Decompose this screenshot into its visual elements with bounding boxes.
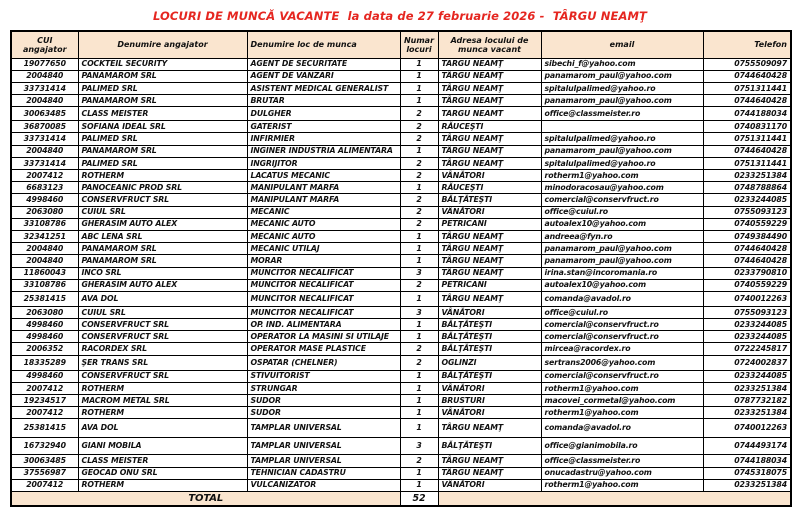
- cell-employer: CONSERVFRUCT SRL: [78, 194, 247, 206]
- cell-address: RĂUCEŞTI: [438, 121, 541, 133]
- cell-employer: CLASS MEISTER: [78, 107, 247, 121]
- cell-count: 2: [400, 121, 438, 133]
- cell-job: AGENT DE SECURITATE: [247, 58, 400, 70]
- cell-employer: PALIMED SRL: [78, 157, 247, 169]
- cell-address: BĂLŢĂTEŞTI: [438, 331, 541, 343]
- cell-job: MUNCITOR NECALIFICAT: [247, 306, 400, 318]
- cell-email: sibechi_f@yahoo.com: [541, 58, 703, 70]
- page-title: LOCURI DE MUNCĂ VACANTE la data de 27 februarie 2026 - TÂRGU NEAMŢ: [153, 9, 647, 23]
- table-row: [11, 419, 791, 438]
- cell-email: rotherm1@yahoo.com: [541, 479, 703, 491]
- cell-cui: 2006352: [11, 343, 78, 355]
- total-value: 52: [400, 491, 438, 506]
- cell-phone: 0744640428: [703, 243, 791, 255]
- cell-cui: 2004840: [11, 243, 78, 255]
- cell-cui: 19234517: [11, 395, 78, 407]
- cell-address: TÂRGU NEAMŢ: [438, 467, 541, 479]
- cell-employer: PANOCEANIC PROD SRL: [78, 182, 247, 194]
- total-empty-cell: [438, 491, 791, 506]
- table-row: [11, 133, 791, 145]
- col-header-email: email: [541, 31, 703, 58]
- cell-phone: 0724002837: [703, 355, 791, 370]
- cell-job: LACATUS MECANIC: [247, 170, 400, 182]
- cell-email: panamarom_paul@yahoo.com: [541, 95, 703, 107]
- cell-email: panamarom_paul@yahoo.com: [541, 145, 703, 157]
- cell-phone: 0744493174: [703, 438, 791, 455]
- cell-email: office@gianimobila.ro: [541, 438, 703, 455]
- cell-job: OPERATOR MASE PLASTICE: [247, 343, 400, 355]
- cell-email: [541, 121, 703, 133]
- cell-phone: 0744188034: [703, 107, 791, 121]
- cell-cui: 33108786: [11, 279, 78, 291]
- cell-count: 2: [400, 107, 438, 121]
- cell-address: BĂLŢĂTEŞTI: [438, 343, 541, 355]
- table-row: [11, 182, 791, 194]
- cell-address: VÂNĂTORI: [438, 479, 541, 491]
- cell-cui: 30063485: [11, 455, 78, 467]
- cell-job: BRUTAR: [247, 95, 400, 107]
- cell-phone: 0740559229: [703, 279, 791, 291]
- cell-employer: ROTHERM: [78, 382, 247, 394]
- cell-phone: 0233251384: [703, 479, 791, 491]
- cell-employer: PALIMED SRL: [78, 133, 247, 145]
- cell-phone: 0722245817: [703, 343, 791, 355]
- cell-employer: CUIUL SRL: [78, 206, 247, 218]
- cell-cui: 33731414: [11, 157, 78, 169]
- table-row: [11, 291, 791, 306]
- col-header-employer: Denumire angajator: [78, 31, 247, 58]
- cell-count: 1: [400, 395, 438, 407]
- cell-cui: 30063485: [11, 107, 78, 121]
- table-row: [11, 58, 791, 70]
- cell-count: 1: [400, 479, 438, 491]
- cell-phone: 0233251384: [703, 382, 791, 394]
- cell-address: BĂLŢĂTEŞTI: [438, 194, 541, 206]
- cell-address: TÂRGU NEAMŢ: [438, 243, 541, 255]
- cell-job: SUDOR: [247, 395, 400, 407]
- cell-email: comercial@conservfruct.ro: [541, 319, 703, 331]
- cell-cui: 2007412: [11, 170, 78, 182]
- table-row: [11, 107, 791, 121]
- cell-employer: CONSERVFRUCT SRL: [78, 319, 247, 331]
- table-row: [11, 267, 791, 279]
- cell-address: TÂRGU NEAMŢ: [438, 95, 541, 107]
- cell-address: VÂNĂTORI: [438, 382, 541, 394]
- cell-job: VULCANIZATOR: [247, 479, 400, 491]
- cell-email: comercial@conservfruct.ro: [541, 370, 703, 382]
- cell-employer: INCO SRL: [78, 267, 247, 279]
- cell-count: 2: [400, 206, 438, 218]
- table-footer: [11, 491, 791, 506]
- cell-employer: PANAMAROM SRL: [78, 145, 247, 157]
- cell-employer: COCKTEIL SECURITY: [78, 58, 247, 70]
- cell-address: TARGU NEAMŢ: [438, 58, 541, 70]
- cell-job: SUDOR: [247, 407, 400, 419]
- cell-cui: 33108786: [11, 218, 78, 230]
- cell-email: office@classmeister.ro: [541, 107, 703, 121]
- cell-employer: AVA DOL: [78, 419, 247, 438]
- vacancies-table: [10, 30, 792, 507]
- cell-employer: PANAMAROM SRL: [78, 70, 247, 82]
- cell-count: 1: [400, 95, 438, 107]
- cell-phone: 0740559229: [703, 218, 791, 230]
- cell-job: MECANIC: [247, 206, 400, 218]
- cell-cui: 19077650: [11, 58, 78, 70]
- cell-job: AGENT DE VANZARI: [247, 70, 400, 82]
- cell-employer: AVA DOL: [78, 291, 247, 306]
- cell-cui: 33731414: [11, 82, 78, 94]
- cell-employer: RACORDEX SRL: [78, 343, 247, 355]
- cell-phone: 0744640428: [703, 70, 791, 82]
- cell-job: MUNCITOR NECALIFICAT: [247, 279, 400, 291]
- cell-count: 1: [400, 467, 438, 479]
- cell-count: 1: [400, 319, 438, 331]
- col-header-count: Numar locuri: [400, 31, 438, 58]
- cell-cui: 36870085: [11, 121, 78, 133]
- cell-address: OGLINZI: [438, 355, 541, 370]
- cell-count: 3: [400, 438, 438, 455]
- cell-address: BRUSTURI: [438, 395, 541, 407]
- cell-email: onucadastru@yahoo.com: [541, 467, 703, 479]
- cell-employer: CLASS MEISTER: [78, 455, 247, 467]
- cell-address: TÂRGU NEAMŢ: [438, 145, 541, 157]
- table-row: [11, 438, 791, 455]
- cell-job: ASISTENT MEDICAL GENERALIST: [247, 82, 400, 94]
- cell-email: panamarom_paul@yahoo.com: [541, 70, 703, 82]
- table-row: [11, 95, 791, 107]
- cell-email: autoalex10@yahoo.com: [541, 279, 703, 291]
- cell-count: 2: [400, 133, 438, 145]
- cell-job: MECANIC AUTO: [247, 230, 400, 242]
- cell-cui: 11860043: [11, 267, 78, 279]
- cell-phone: 0233251384: [703, 170, 791, 182]
- cell-cui: 33731414: [11, 133, 78, 145]
- cell-email: office@cuiul.ro: [541, 206, 703, 218]
- cell-address: VÂNĂTORI: [438, 306, 541, 318]
- cell-count: 1: [400, 82, 438, 94]
- cell-phone: 0744640428: [703, 95, 791, 107]
- cell-job: DULGHER: [247, 107, 400, 121]
- cell-phone: 0748788864: [703, 182, 791, 194]
- table-row: [11, 306, 791, 318]
- cell-email: spitalulpalimed@yahoo.ro: [541, 133, 703, 145]
- cell-job: MUNCITOR NECALIFICAT: [247, 291, 400, 306]
- cell-job: INFIRMIER: [247, 133, 400, 145]
- cell-job: OSPATAR (CHELNER): [247, 355, 400, 370]
- cell-count: 2: [400, 194, 438, 206]
- cell-count: 2: [400, 157, 438, 169]
- cell-phone: 0751311441: [703, 82, 791, 94]
- cell-cui: 32341251: [11, 230, 78, 242]
- cell-count: 1: [400, 419, 438, 438]
- cell-email: spitalulpalimed@yahoo.ro: [541, 157, 703, 169]
- cell-phone: 0233251384: [703, 407, 791, 419]
- table-row: [11, 194, 791, 206]
- cell-phone: 0233244085: [703, 194, 791, 206]
- cell-email: rotherm1@yahoo.com: [541, 170, 703, 182]
- cell-cui: 2004840: [11, 145, 78, 157]
- cell-email: minodoracosau@yahoo.com: [541, 182, 703, 194]
- cell-email: panamarom_paul@yahoo.com: [541, 243, 703, 255]
- cell-email: spitalulpalimed@yahoo.ro: [541, 82, 703, 94]
- cell-phone: 0787732182: [703, 395, 791, 407]
- table-row: [11, 218, 791, 230]
- cell-address: TÂRGU NEAMŢ: [438, 157, 541, 169]
- cell-job: MANIPULANT MARFA: [247, 194, 400, 206]
- cell-employer: MACROM METAL SRL: [78, 395, 247, 407]
- table-row: [11, 255, 791, 267]
- cell-email: macovei_cormetal@yahoo.com: [541, 395, 703, 407]
- table-row: [11, 479, 791, 491]
- col-header-job: Denumire loc de munca: [247, 31, 400, 58]
- cell-count: 2: [400, 355, 438, 370]
- cell-cui: 4998460: [11, 370, 78, 382]
- cell-email: andreea@fyn.ro: [541, 230, 703, 242]
- cell-count: 1: [400, 370, 438, 382]
- cell-count: 1: [400, 145, 438, 157]
- table-row: [11, 121, 791, 133]
- table-row: [11, 70, 791, 82]
- table-row: [11, 331, 791, 343]
- cell-address: TÂRGU NEAMŢ: [438, 70, 541, 82]
- cell-address: TÂRGU NEAMŢ: [438, 255, 541, 267]
- cell-address: RĂUCEŞTI: [438, 182, 541, 194]
- cell-phone: 0744640428: [703, 255, 791, 267]
- cell-job: MORAR: [247, 255, 400, 267]
- cell-address: TÂRGU NEAMŢ: [438, 419, 541, 438]
- cell-job: MUNCITOR NECALIFICAT: [247, 267, 400, 279]
- cell-email: comercial@conservfruct.ro: [541, 331, 703, 343]
- cell-cui: 4998460: [11, 319, 78, 331]
- table-row: [11, 370, 791, 382]
- cell-phone: 0755093123: [703, 306, 791, 318]
- cell-job: MECANIC UTILAJ: [247, 243, 400, 255]
- cell-phone: 0751311441: [703, 157, 791, 169]
- cell-count: 1: [400, 331, 438, 343]
- cell-employer: ABC LENA SRL: [78, 230, 247, 242]
- cell-phone: 0233790810: [703, 267, 791, 279]
- table-row: [11, 467, 791, 479]
- cell-address: TÂRGU NEAMŢ: [438, 230, 541, 242]
- cell-phone: 0744188034: [703, 455, 791, 467]
- cell-address: BĂLŢĂTEŞTI: [438, 370, 541, 382]
- cell-cui: 25381415: [11, 419, 78, 438]
- cell-employer: ROTHERM: [78, 407, 247, 419]
- cell-job: STIVUITORIST: [247, 370, 400, 382]
- cell-employer: ROTHERM: [78, 479, 247, 491]
- table-row: [11, 343, 791, 355]
- cell-cui: 2007412: [11, 382, 78, 394]
- col-header-address: Adresa locului de munca vacant: [438, 31, 541, 58]
- cell-job: OP. IND. ALIMENTARA: [247, 319, 400, 331]
- cell-employer: GHERASIM AUTO ALEX: [78, 279, 247, 291]
- total-row: [11, 491, 791, 506]
- cell-phone: 0233244085: [703, 370, 791, 382]
- table-row: [11, 243, 791, 255]
- cell-cui: 18335289: [11, 355, 78, 370]
- cell-address: VÂNĂTORI: [438, 407, 541, 419]
- cell-cui: 4998460: [11, 194, 78, 206]
- cell-address: PETRICANI: [438, 218, 541, 230]
- cell-job: MECANIC AUTO: [247, 218, 400, 230]
- cell-cui: 2004840: [11, 95, 78, 107]
- cell-address: BĂLŢĂTEŞTI: [438, 319, 541, 331]
- cell-cui: 2007412: [11, 479, 78, 491]
- cell-phone: 0745318075: [703, 467, 791, 479]
- cell-employer: PANAMAROM SRL: [78, 243, 247, 255]
- cell-cui: 16732940: [11, 438, 78, 455]
- cell-job: TAMPLAR UNIVERSAL: [247, 455, 400, 467]
- cell-email: comanda@avadol.ro: [541, 419, 703, 438]
- cell-job: TAMPLAR UNIVERSAL: [247, 438, 400, 455]
- cell-count: 3: [400, 267, 438, 279]
- cell-employer: PANAMAROM SRL: [78, 255, 247, 267]
- cell-phone: 0751311441: [703, 133, 791, 145]
- cell-job: INGINER INDUSTRIA ALIMENTARA: [247, 145, 400, 157]
- cell-address: VÂNĂTORI: [438, 206, 541, 218]
- cell-email: sertrans2006@yahoo.com: [541, 355, 703, 370]
- cell-count: 1: [400, 243, 438, 255]
- cell-count: 1: [400, 230, 438, 242]
- table-row: [11, 407, 791, 419]
- cell-email: rotherm1@yahoo.com: [541, 382, 703, 394]
- cell-count: 1: [400, 255, 438, 267]
- cell-employer: GIANI MOBILA: [78, 438, 247, 455]
- cell-job: INGRIJITOR: [247, 157, 400, 169]
- cell-count: 2: [400, 170, 438, 182]
- cell-count: 1: [400, 58, 438, 70]
- cell-employer: CUIUL SRL: [78, 306, 247, 318]
- cell-address: TÂRGU NEAMŢ: [438, 133, 541, 145]
- cell-cui: 2063080: [11, 206, 78, 218]
- cell-employer: CONSERVFRUCT SRL: [78, 331, 247, 343]
- cell-phone: 0755093123: [703, 206, 791, 218]
- table-row: [11, 145, 791, 157]
- cell-email: rotherm1@yahoo.com: [541, 407, 703, 419]
- table-row: [11, 355, 791, 370]
- cell-count: 1: [400, 182, 438, 194]
- cell-address: BĂLŢĂTEŞTI: [438, 438, 541, 455]
- cell-count: 2: [400, 343, 438, 355]
- cell-job: GATERIST: [247, 121, 400, 133]
- cell-cui: 4998460: [11, 331, 78, 343]
- cell-job: OPERATOR LA MASINI SI UTILAJE: [247, 331, 400, 343]
- cell-employer: ŞER TRANS SRL: [78, 355, 247, 370]
- cell-email: comercial@conservfruct.ro: [541, 194, 703, 206]
- cell-count: 3: [400, 306, 438, 318]
- cell-address: PETRICANI: [438, 279, 541, 291]
- cell-phone: 0233244085: [703, 319, 791, 331]
- table-row: [11, 395, 791, 407]
- cell-email: office@cuiul.ro: [541, 306, 703, 318]
- cell-employer: SOFIANA IDEAL SRL: [78, 121, 247, 133]
- cell-employer: PALIMED SRL: [78, 82, 247, 94]
- cell-cui: 2007412: [11, 407, 78, 419]
- table-row: [11, 170, 791, 182]
- cell-phone: 0740831170: [703, 121, 791, 133]
- col-header-cui: CUI angajator: [11, 31, 78, 58]
- total-label: TOTAL: [11, 491, 400, 506]
- table-header: [11, 31, 791, 58]
- cell-job: TAMPLAR UNIVERSAL: [247, 419, 400, 438]
- col-header-phone: Telefon: [703, 31, 791, 58]
- cell-job: STRUNGAR: [247, 382, 400, 394]
- cell-cui: 25381415: [11, 291, 78, 306]
- cell-address: TÂRGU NEAMŢ: [438, 267, 541, 279]
- cell-job: MANIPULANT MARFA: [247, 182, 400, 194]
- table-row: [11, 157, 791, 169]
- header-row: [11, 31, 791, 58]
- cell-count: 1: [400, 291, 438, 306]
- cell-count: 1: [400, 382, 438, 394]
- cell-address: VÂNĂTORI: [438, 170, 541, 182]
- cell-email: irina.stan@incoromania.ro: [541, 267, 703, 279]
- cell-count: 2: [400, 218, 438, 230]
- cell-employer: PANAMAROM SRL: [78, 95, 247, 107]
- table-body: [11, 58, 791, 491]
- cell-count: 1: [400, 70, 438, 82]
- cell-address: TÂRGU NEAMŢ: [438, 455, 541, 467]
- cell-address: TÂRGU NEAMŢ: [438, 291, 541, 306]
- cell-address: TÂRGU NEAMŢ: [438, 82, 541, 94]
- cell-email: mircea@racordex.ro: [541, 343, 703, 355]
- cell-email: office@classmeister.ro: [541, 455, 703, 467]
- cell-cui: 2004840: [11, 255, 78, 267]
- cell-cui: 37556987: [11, 467, 78, 479]
- table-row: [11, 382, 791, 394]
- cell-count: 1: [400, 407, 438, 419]
- cell-phone: 0740012263: [703, 419, 791, 438]
- cell-employer: GHERASIM AUTO ALEX: [78, 218, 247, 230]
- cell-address: TARGU NEAMT: [438, 107, 541, 121]
- cell-employer: GEOCAD ONU SRL: [78, 467, 247, 479]
- table-row: [11, 230, 791, 242]
- table-row: [11, 82, 791, 94]
- cell-phone: 0755509097: [703, 58, 791, 70]
- cell-job: TEHNICIAN CADASTRU: [247, 467, 400, 479]
- cell-email: autoalex10@yahoo.com: [541, 218, 703, 230]
- cell-email: comanda@avadol.ro: [541, 291, 703, 306]
- table-row: [11, 279, 791, 291]
- cell-employer: ROTHERM: [78, 170, 247, 182]
- table-row: [11, 319, 791, 331]
- table-row: [11, 206, 791, 218]
- cell-phone: 0749384490: [703, 230, 791, 242]
- cell-cui: 6683123: [11, 182, 78, 194]
- cell-cui: 2004840: [11, 70, 78, 82]
- cell-phone: 0744640428: [703, 145, 791, 157]
- table-row: [11, 455, 791, 467]
- cell-cui: 2063080: [11, 306, 78, 318]
- cell-count: 2: [400, 279, 438, 291]
- cell-email: panamarom_paul@yahoo.com: [541, 255, 703, 267]
- cell-phone: 0740012263: [703, 291, 791, 306]
- cell-count: 2: [400, 455, 438, 467]
- cell-employer: CONSERVFRUCT SRL: [78, 370, 247, 382]
- cell-phone: 0233244085: [703, 331, 791, 343]
